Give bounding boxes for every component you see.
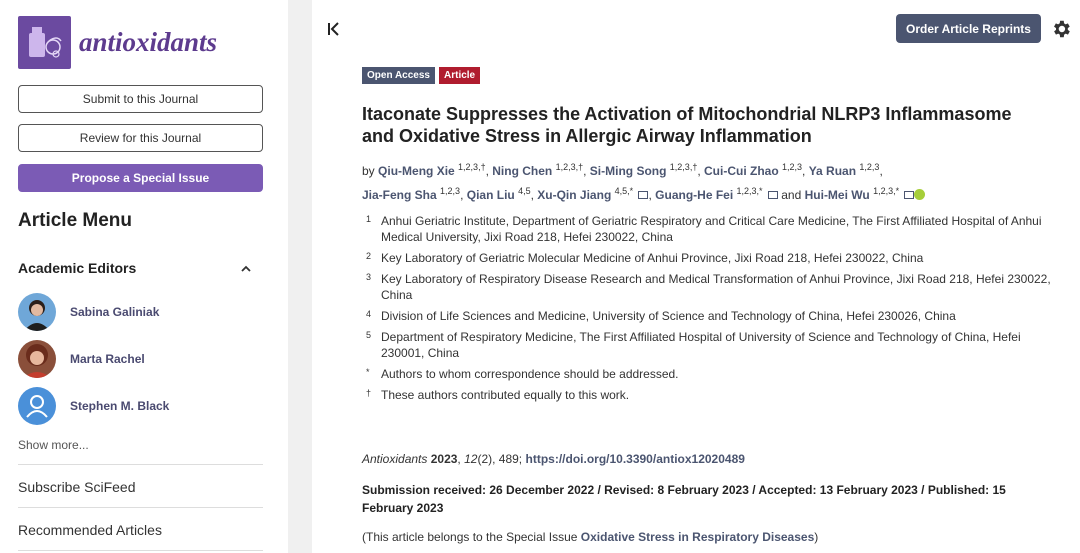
chevron-up-icon bbox=[239, 261, 253, 275]
author-link[interactable]: Xu-Qin Jiang bbox=[537, 188, 612, 202]
author-link[interactable]: Cui-Cui Zhao bbox=[704, 164, 779, 178]
publication-dates: Submission received: 26 December 2022 / Revised: 8 February 2023 / Accepted: 13 February 2023 / Published: 15 February 2023 bbox=[362, 483, 1006, 515]
propose-special-issue-button[interactable]: Propose a Special Issue bbox=[18, 164, 263, 192]
editor-item[interactable] bbox=[18, 387, 169, 425]
list-item: 1 Anhui Geriatric Institute, Department of Geriatric Respiratory and Critical Care Medicine, The First Affiliated Hospital of Anhui Medical University, Jixi Road 218, Hefei 230022, China bbox=[366, 214, 1042, 244]
divider bbox=[18, 507, 263, 508]
email-icon[interactable] bbox=[768, 191, 778, 199]
editor-name: Sabina Galiniak bbox=[70, 305, 160, 319]
list-item: 3 Key Laboratory of Respiratory Disease Research and Medical Transformation of Anhui Province, Jixi Road 218, Hefei 230022, China bbox=[366, 272, 1051, 302]
subscribe-scifeed-link[interactable]: Subscribe SciFeed bbox=[18, 479, 136, 495]
order-reprints-button[interactable]: Order Article Reprints bbox=[896, 14, 1041, 43]
editor-name: Marta Rachel bbox=[70, 352, 145, 366]
list-item: † These authors contributed equally to this work. bbox=[366, 388, 630, 402]
email-icon[interactable] bbox=[638, 191, 648, 199]
journal-name: antioxidants bbox=[79, 27, 218, 57]
recommended-articles-link[interactable]: Recommended Articles bbox=[18, 522, 162, 538]
special-issue-note: (This article belongs to the Special Issue Oxidative Stress in Respiratory Diseases) bbox=[362, 530, 819, 544]
user-icon bbox=[18, 387, 56, 425]
avatar bbox=[18, 340, 56, 378]
list-item: 5 Department of Respiratory Medicine, The First Affiliated Hospital of University of Science and Technology of China, Hefei 230001, China bbox=[366, 330, 1021, 360]
author-link[interactable]: Ning Chen bbox=[492, 164, 553, 178]
author-link[interactable]: Qian Liu bbox=[466, 188, 515, 202]
special-issue-link[interactable]: Oxidative Stress in Respiratory Diseases bbox=[580, 530, 815, 544]
academic-editors-toggle[interactable] bbox=[18, 260, 263, 276]
author-link[interactable]: Jia-Feng Sha bbox=[362, 188, 437, 202]
citation: Antioxidants 2023, 12(2), 489; https://doi.org/10.3390/antiox12020489 bbox=[362, 452, 745, 466]
submit-journal-button[interactable]: Submit to this Journal bbox=[18, 85, 263, 113]
collapse-sidebar-icon[interactable] bbox=[326, 20, 344, 38]
email-icon[interactable] bbox=[904, 191, 914, 199]
sidebar bbox=[0, 0, 288, 553]
doi-link[interactable]: https://doi.org/10.3390/antiox12020489 bbox=[525, 452, 745, 466]
journal-logo-icon bbox=[18, 16, 71, 69]
article-badges bbox=[362, 67, 480, 84]
editor-name: Stephen M. Black bbox=[70, 399, 170, 413]
affiliation-list bbox=[366, 213, 1056, 408]
article-menu-title: Article Menu bbox=[18, 210, 133, 231]
author-list: by Qiu-Meng Xie $^{1,2,3,\dagger}$, Ning Chen $^{1,2,3,\dagger}$, Si-Ming Song $^{1,2,3,\dagger}$, Cui-Cui Zhao $^{1,2,3}$, Ya Ruan $^{1,2,3}$, Jia-Feng Sha $^{1,2,3}$, Qian Liu $^{4,5}$, Xu-Qin Jiang $^{4,5,*}$ , Guang-He Fei $^{1,2,3,*}$ and Hui-Mei Wu $^{1,2,3,*}$ bbox=[362, 157, 1062, 205]
academic-editors-label: Academic Editors bbox=[18, 260, 137, 276]
author-link[interactable]: Hui-Mei Wu bbox=[804, 188, 870, 202]
list-item: * Authors to whom correspondence should be addressed. bbox=[366, 367, 679, 381]
show-more-editors-link[interactable]: Show more... bbox=[18, 438, 89, 452]
review-journal-button[interactable]: Review for this Journal bbox=[18, 124, 263, 152]
avatar bbox=[18, 293, 56, 331]
editor-item[interactable] bbox=[18, 340, 145, 378]
author-link[interactable]: Si-Ming Song bbox=[589, 164, 667, 178]
journal-logo[interactable] bbox=[18, 16, 217, 69]
list-item: 2 Key Laboratory of Geriatric Molecular Medicine of Anhui Province, Jixi Road 218, Hefei 230022, China bbox=[366, 251, 924, 265]
author-link[interactable]: Ya Ruan bbox=[808, 164, 857, 178]
article-type-badge: Article bbox=[439, 67, 480, 84]
open-access-badge: Open Access bbox=[362, 67, 435, 84]
divider bbox=[18, 550, 263, 551]
author-link[interactable]: Guang-He Fei bbox=[655, 188, 734, 202]
author-link[interactable]: Qiu-Meng Xie bbox=[378, 164, 455, 178]
list-item: 4 Division of Life Sciences and Medicine, University of Science and Technology of China, Hefei 230026, China bbox=[366, 309, 956, 323]
gear-icon[interactable] bbox=[1050, 18, 1072, 40]
editor-item[interactable] bbox=[18, 293, 159, 331]
article-title: Itaconate Suppresses the Activation of Mitochondrial NLRP3 Inflammasome and Oxidative Stress in Allergic Airway Inflammation bbox=[362, 104, 1012, 146]
orcid-icon[interactable] bbox=[914, 189, 925, 200]
sidebar-gutter bbox=[288, 0, 312, 553]
divider bbox=[18, 464, 263, 465]
